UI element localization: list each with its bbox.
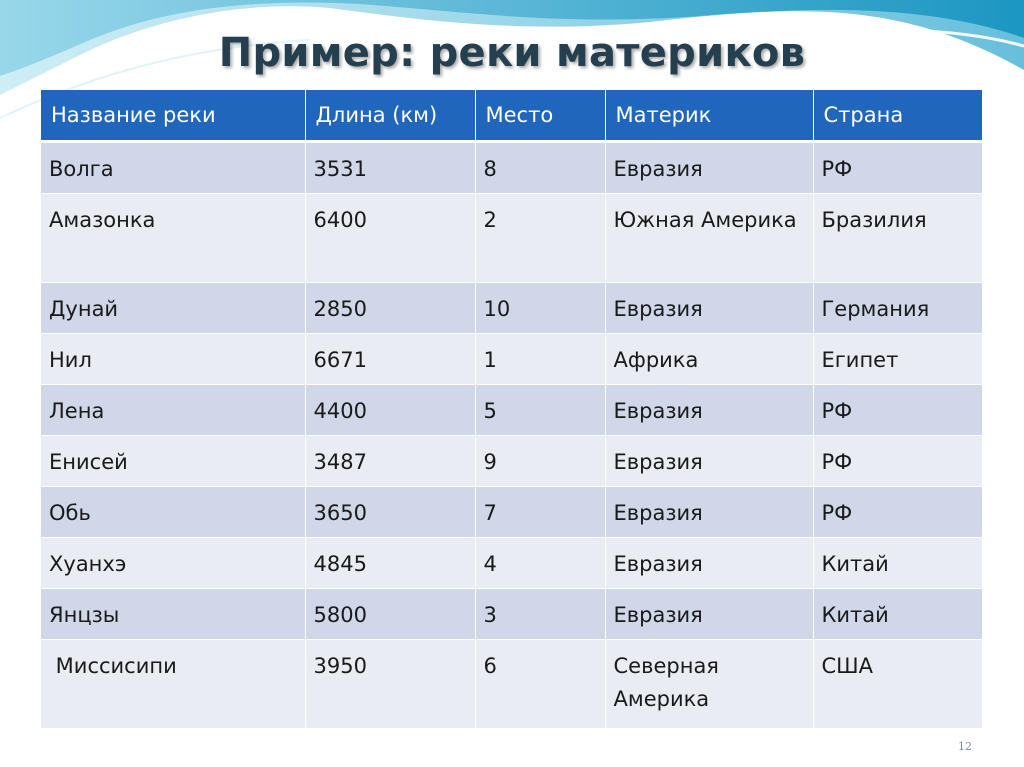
rivers-table <box>41 90 982 728</box>
cell-country: Китай <box>813 538 982 589</box>
cell-continent: Евразия <box>605 385 813 436</box>
cell-rank: 10 <box>475 283 605 334</box>
cell-rank: 8 <box>475 142 605 194</box>
cell-length: 3950 <box>305 640 475 729</box>
cell-length: 6400 <box>305 194 475 283</box>
cell-continent: Евразия <box>605 589 813 640</box>
table-row <box>41 334 982 385</box>
cell-river-name: Нил <box>41 334 305 385</box>
table-row <box>41 142 982 194</box>
cell-rank: 1 <box>475 334 605 385</box>
cell-country: РФ <box>813 385 982 436</box>
cell-length: 3650 <box>305 487 475 538</box>
table-row <box>41 283 982 334</box>
page-number: 12 <box>958 740 972 753</box>
table-row <box>41 589 982 640</box>
table-row <box>41 538 982 589</box>
cell-continent: Африка <box>605 334 813 385</box>
cell-rank: 7 <box>475 487 605 538</box>
cell-length: 6671 <box>305 334 475 385</box>
table-header-row <box>41 90 982 142</box>
cell-country: РФ <box>813 436 982 487</box>
cell-country: Германия <box>813 283 982 334</box>
cell-river-name: Амазонка <box>41 194 305 283</box>
table-row <box>41 436 982 487</box>
page-title: Пример: реки материков <box>218 30 806 76</box>
cell-continent: Евразия <box>605 142 813 194</box>
table-row <box>41 194 982 283</box>
cell-rank: 4 <box>475 538 605 589</box>
cell-rank: 5 <box>475 385 605 436</box>
cell-continent: Евразия <box>605 487 813 538</box>
cell-continent: Евразия <box>605 283 813 334</box>
cell-continent: Евразия <box>605 436 813 487</box>
cell-continent: Южная Америка <box>605 194 813 283</box>
cell-country: Египет <box>813 334 982 385</box>
cell-length: 4845 <box>305 538 475 589</box>
cell-river-name: Обь <box>41 487 305 538</box>
header-country: Страна <box>813 90 982 142</box>
table-row <box>41 640 982 729</box>
header-rank: Место <box>475 90 605 142</box>
cell-continent: Евразия <box>605 538 813 589</box>
table-row <box>41 487 982 538</box>
cell-rank: 3 <box>475 589 605 640</box>
cell-river-name: Волга <box>41 142 305 194</box>
table-row <box>41 385 982 436</box>
cell-length: 3531 <box>305 142 475 194</box>
cell-length: 4400 <box>305 385 475 436</box>
cell-country: США <box>813 640 982 729</box>
cell-river-name: Лена <box>41 385 305 436</box>
cell-rank: 2 <box>475 194 605 283</box>
header-continent: Материк <box>605 90 813 142</box>
cell-river-name: Янцзы <box>41 589 305 640</box>
cell-river-name: Хуанхэ <box>41 538 305 589</box>
cell-rank: 6 <box>475 640 605 729</box>
cell-length: 5800 <box>305 589 475 640</box>
cell-river-name: Миссисипи <box>41 640 305 729</box>
cell-river-name: Енисей <box>41 436 305 487</box>
header-river-name: Название реки <box>41 90 305 142</box>
cell-country: Китай <box>813 589 982 640</box>
header-length: Длина (км) <box>305 90 475 142</box>
cell-length: 2850 <box>305 283 475 334</box>
cell-country: РФ <box>813 142 982 194</box>
cell-continent: Северная Америка <box>605 640 813 729</box>
cell-rank: 9 <box>475 436 605 487</box>
cell-country: Бразилия <box>813 194 982 283</box>
cell-length: 3487 <box>305 436 475 487</box>
cell-river-name: Дунай <box>41 283 305 334</box>
cell-country: РФ <box>813 487 982 538</box>
